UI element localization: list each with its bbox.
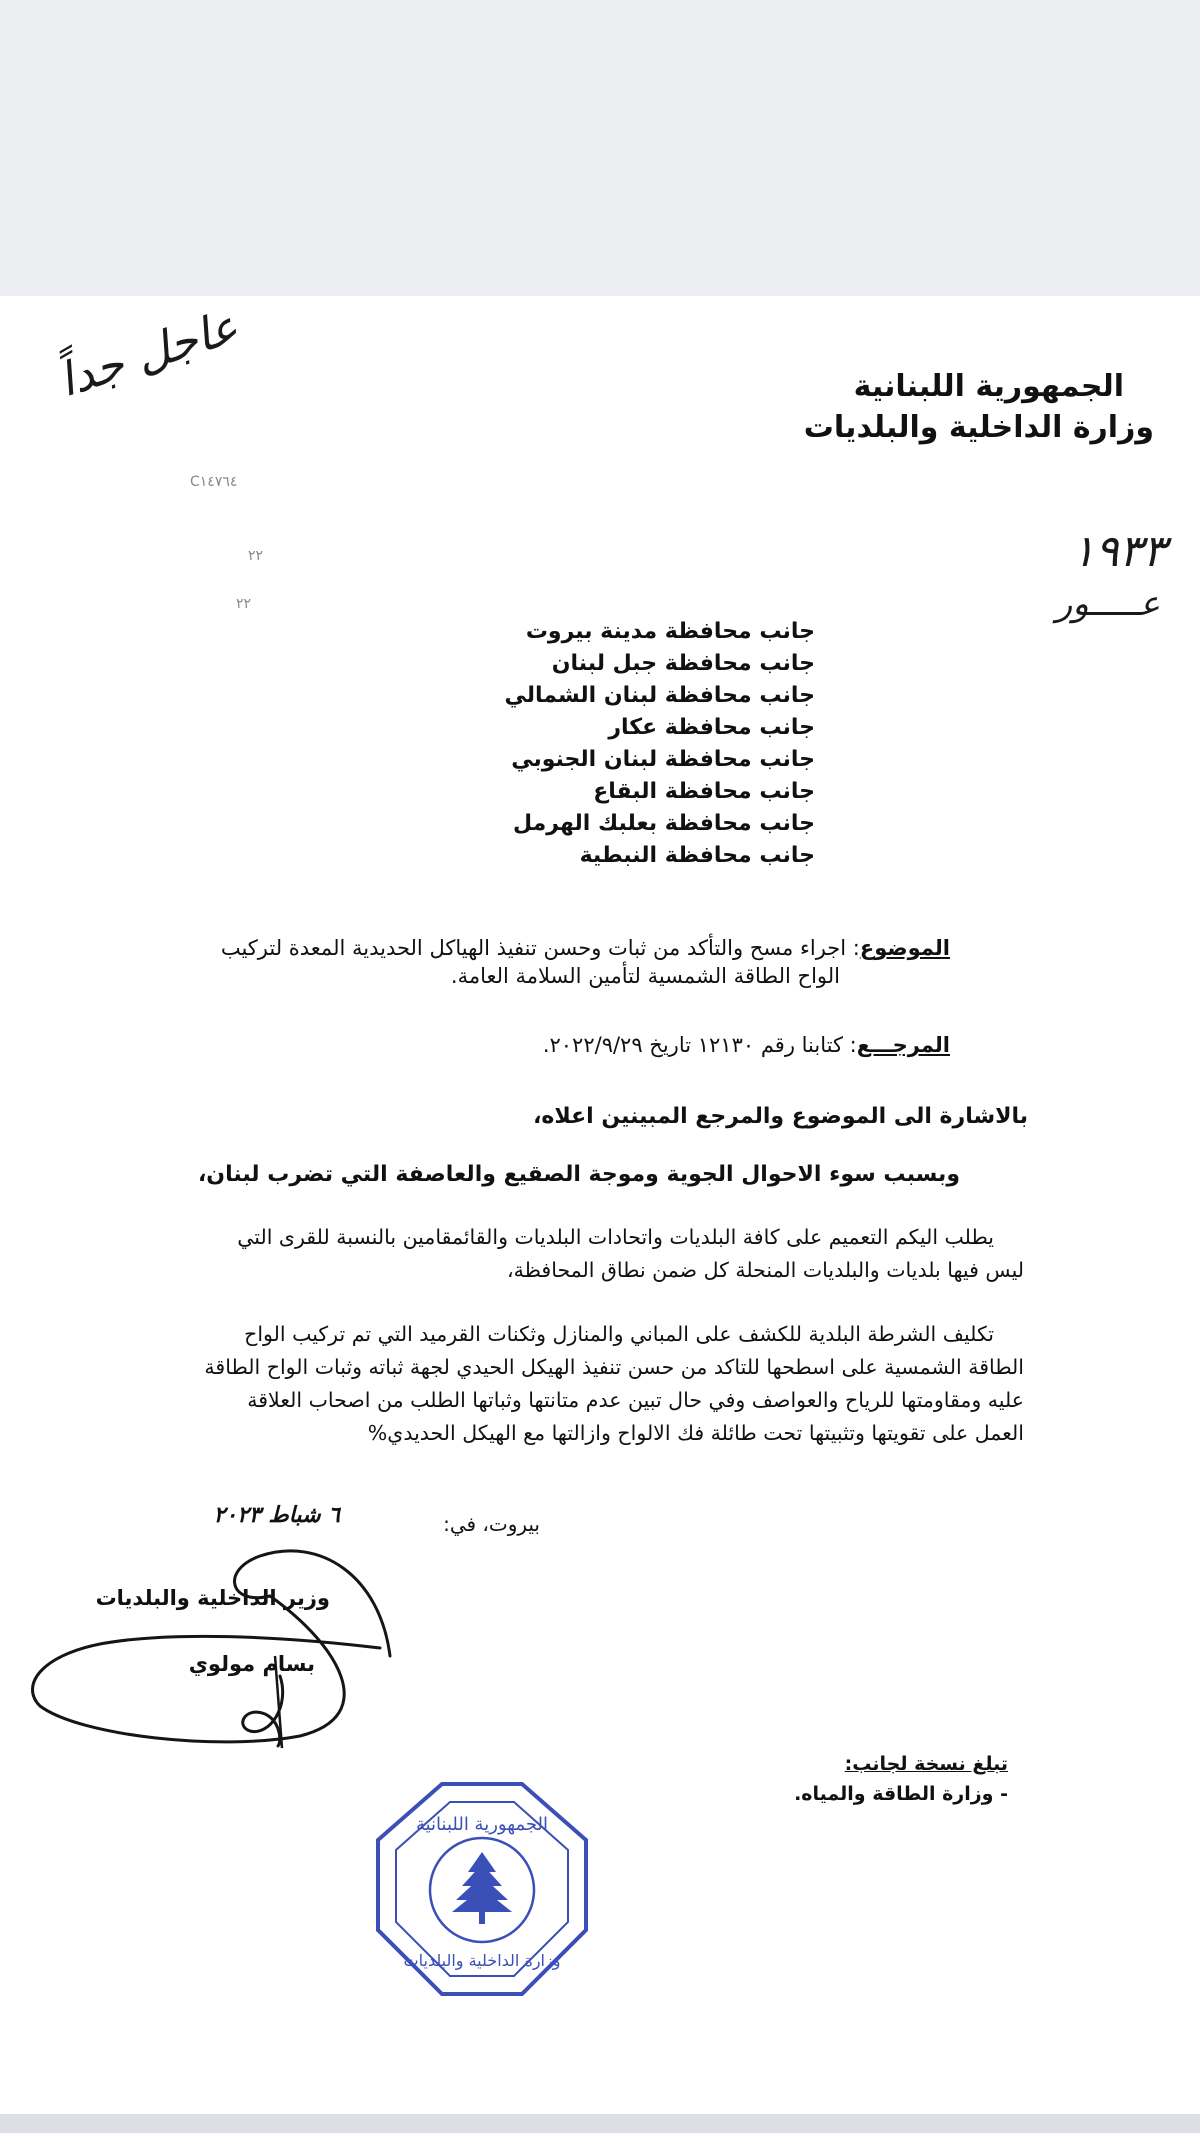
paragraph-request: [164, 1221, 1024, 1287]
recipients-list: [455, 616, 815, 872]
reference-text: كتابنا رقم ١٢١٣٠ تاريخ ٢٠٢٢/٩/٢٩.: [542, 1033, 843, 1057]
place-date-label: بيروت، في:: [443, 1512, 540, 1536]
reference-code: C١٤٧٦٤: [190, 474, 238, 490]
reference-label: المرجـــع: [856, 1033, 950, 1057]
paragraph-line: العمل على تقويتها وتثبيتها تحت طائلة فك الالواح وازالتها مع الهيكل الحديدي%: [367, 1421, 1024, 1445]
recipient: جانب محافظة لبنان الجنوبي: [511, 747, 815, 772]
weather-paragraph: وبسبب سوء الاحوال الجوية وموجة الصقيع والعاصفة التي تضرب لبنان،: [197, 1162, 960, 1187]
subject-text: اجراء مسح والتأكد من ثبات وحسن تنفيذ الهياكل الحديدية المعدة لتركيب: [220, 936, 847, 960]
subject-line: الموضوع: اجراء مسح والتأكد من ثبات وحسن تنفيذ الهياكل الحديدية المعدة لتركيب: [220, 936, 950, 960]
svg-text:الجمهورية اللبنانية: الجمهورية اللبنانية: [415, 1814, 549, 1835]
recipient: جانب محافظة بعلبك الهرمل: [513, 811, 815, 836]
copy-to-item: - وزارة الطاقة والمياه.: [794, 1783, 1008, 1805]
paragraph-line: ليس فيها بلديات والبلديات المنحلة كل ضمن نطاق المحافظة،: [506, 1258, 1024, 1282]
cedar-icon: [452, 1852, 512, 1924]
subject-line-2: الواح الطاقة الشمسية لتأمين السلامة العامة.: [450, 964, 840, 988]
date-handwritten: ٦ شباط ٢٠٢٣: [213, 1502, 340, 1528]
subject-label: الموضوع: [859, 936, 950, 960]
urgent-handwritten-note: عاجل جداً: [52, 298, 245, 408]
official-stamp: [372, 1780, 592, 2000]
paragraph-line: الطاقة الشمسية على اسطحها للتاكد من حسن تنفيذ الهيكل الحيدي لجهة ثباته وثبات الواح الطاقة: [204, 1355, 1024, 1379]
faint-mark: ٢٢: [236, 596, 252, 612]
recipient: جانب محافظة جبل لبنان: [551, 651, 815, 676]
recipient: جانب محافظة عكار: [608, 715, 815, 740]
bottom-margin: [0, 2114, 1200, 2133]
copy-to-title: تبلغ نسخة لجانب:: [844, 1753, 1008, 1775]
paragraph-line: تكليف الشرطة البلدية للكشف على المباني والمنازل وثكنات القرميد التي تم تركيب الواح: [244, 1322, 994, 1346]
faint-mark: ٢٢: [248, 548, 264, 564]
registration-number: ١٩٣٣: [1071, 526, 1166, 577]
paragraph-instructions: [164, 1318, 1024, 1450]
recipient: جانب محافظة النبطية: [579, 843, 815, 868]
svg-text:وزارة الداخلية والبلديات: وزارة الداخلية والبلديات: [403, 1951, 561, 1970]
recipient: جانب محافظة البقاع: [593, 779, 815, 804]
reference-line: المرجـــع: كتابنا رقم ١٢١٣٠ تاريخ ٢٠٢٢/٩/٢٩.: [542, 1033, 950, 1057]
top-margin: [0, 0, 1200, 296]
registration-scrawl: عـــــور: [1055, 584, 1160, 624]
minister-title: وزير الداخلية والبلديات: [95, 1586, 330, 1610]
intro-paragraph: بالاشارة الى الموضوع والمرجع المبينين اعلاه،: [533, 1104, 1028, 1129]
header-ministry: وزارة الداخلية والبلديات: [803, 410, 1154, 445]
minister-name: بسام مولوي: [188, 1652, 315, 1676]
recipient: جانب محافظة مدينة بيروت: [525, 619, 815, 644]
document-page: [0, 296, 1200, 2114]
paragraph-line: عليه ومقاومتها للرياح والعواصف وفي حال تبين عدم متانتها وثباتها الطلب من اصحاب العلاقة: [247, 1388, 1024, 1412]
header-republic: الجمهورية اللبنانية: [853, 369, 1124, 404]
handwritten-signature: [20, 1536, 540, 1756]
paragraph-line: يطلب اليكم التعميم على كافة البلديات واتحادات البلديات والقائمقامين بالنسبة للقرى التي: [237, 1225, 994, 1249]
recipient: جانب محافظة لبنان الشمالي: [504, 683, 815, 708]
